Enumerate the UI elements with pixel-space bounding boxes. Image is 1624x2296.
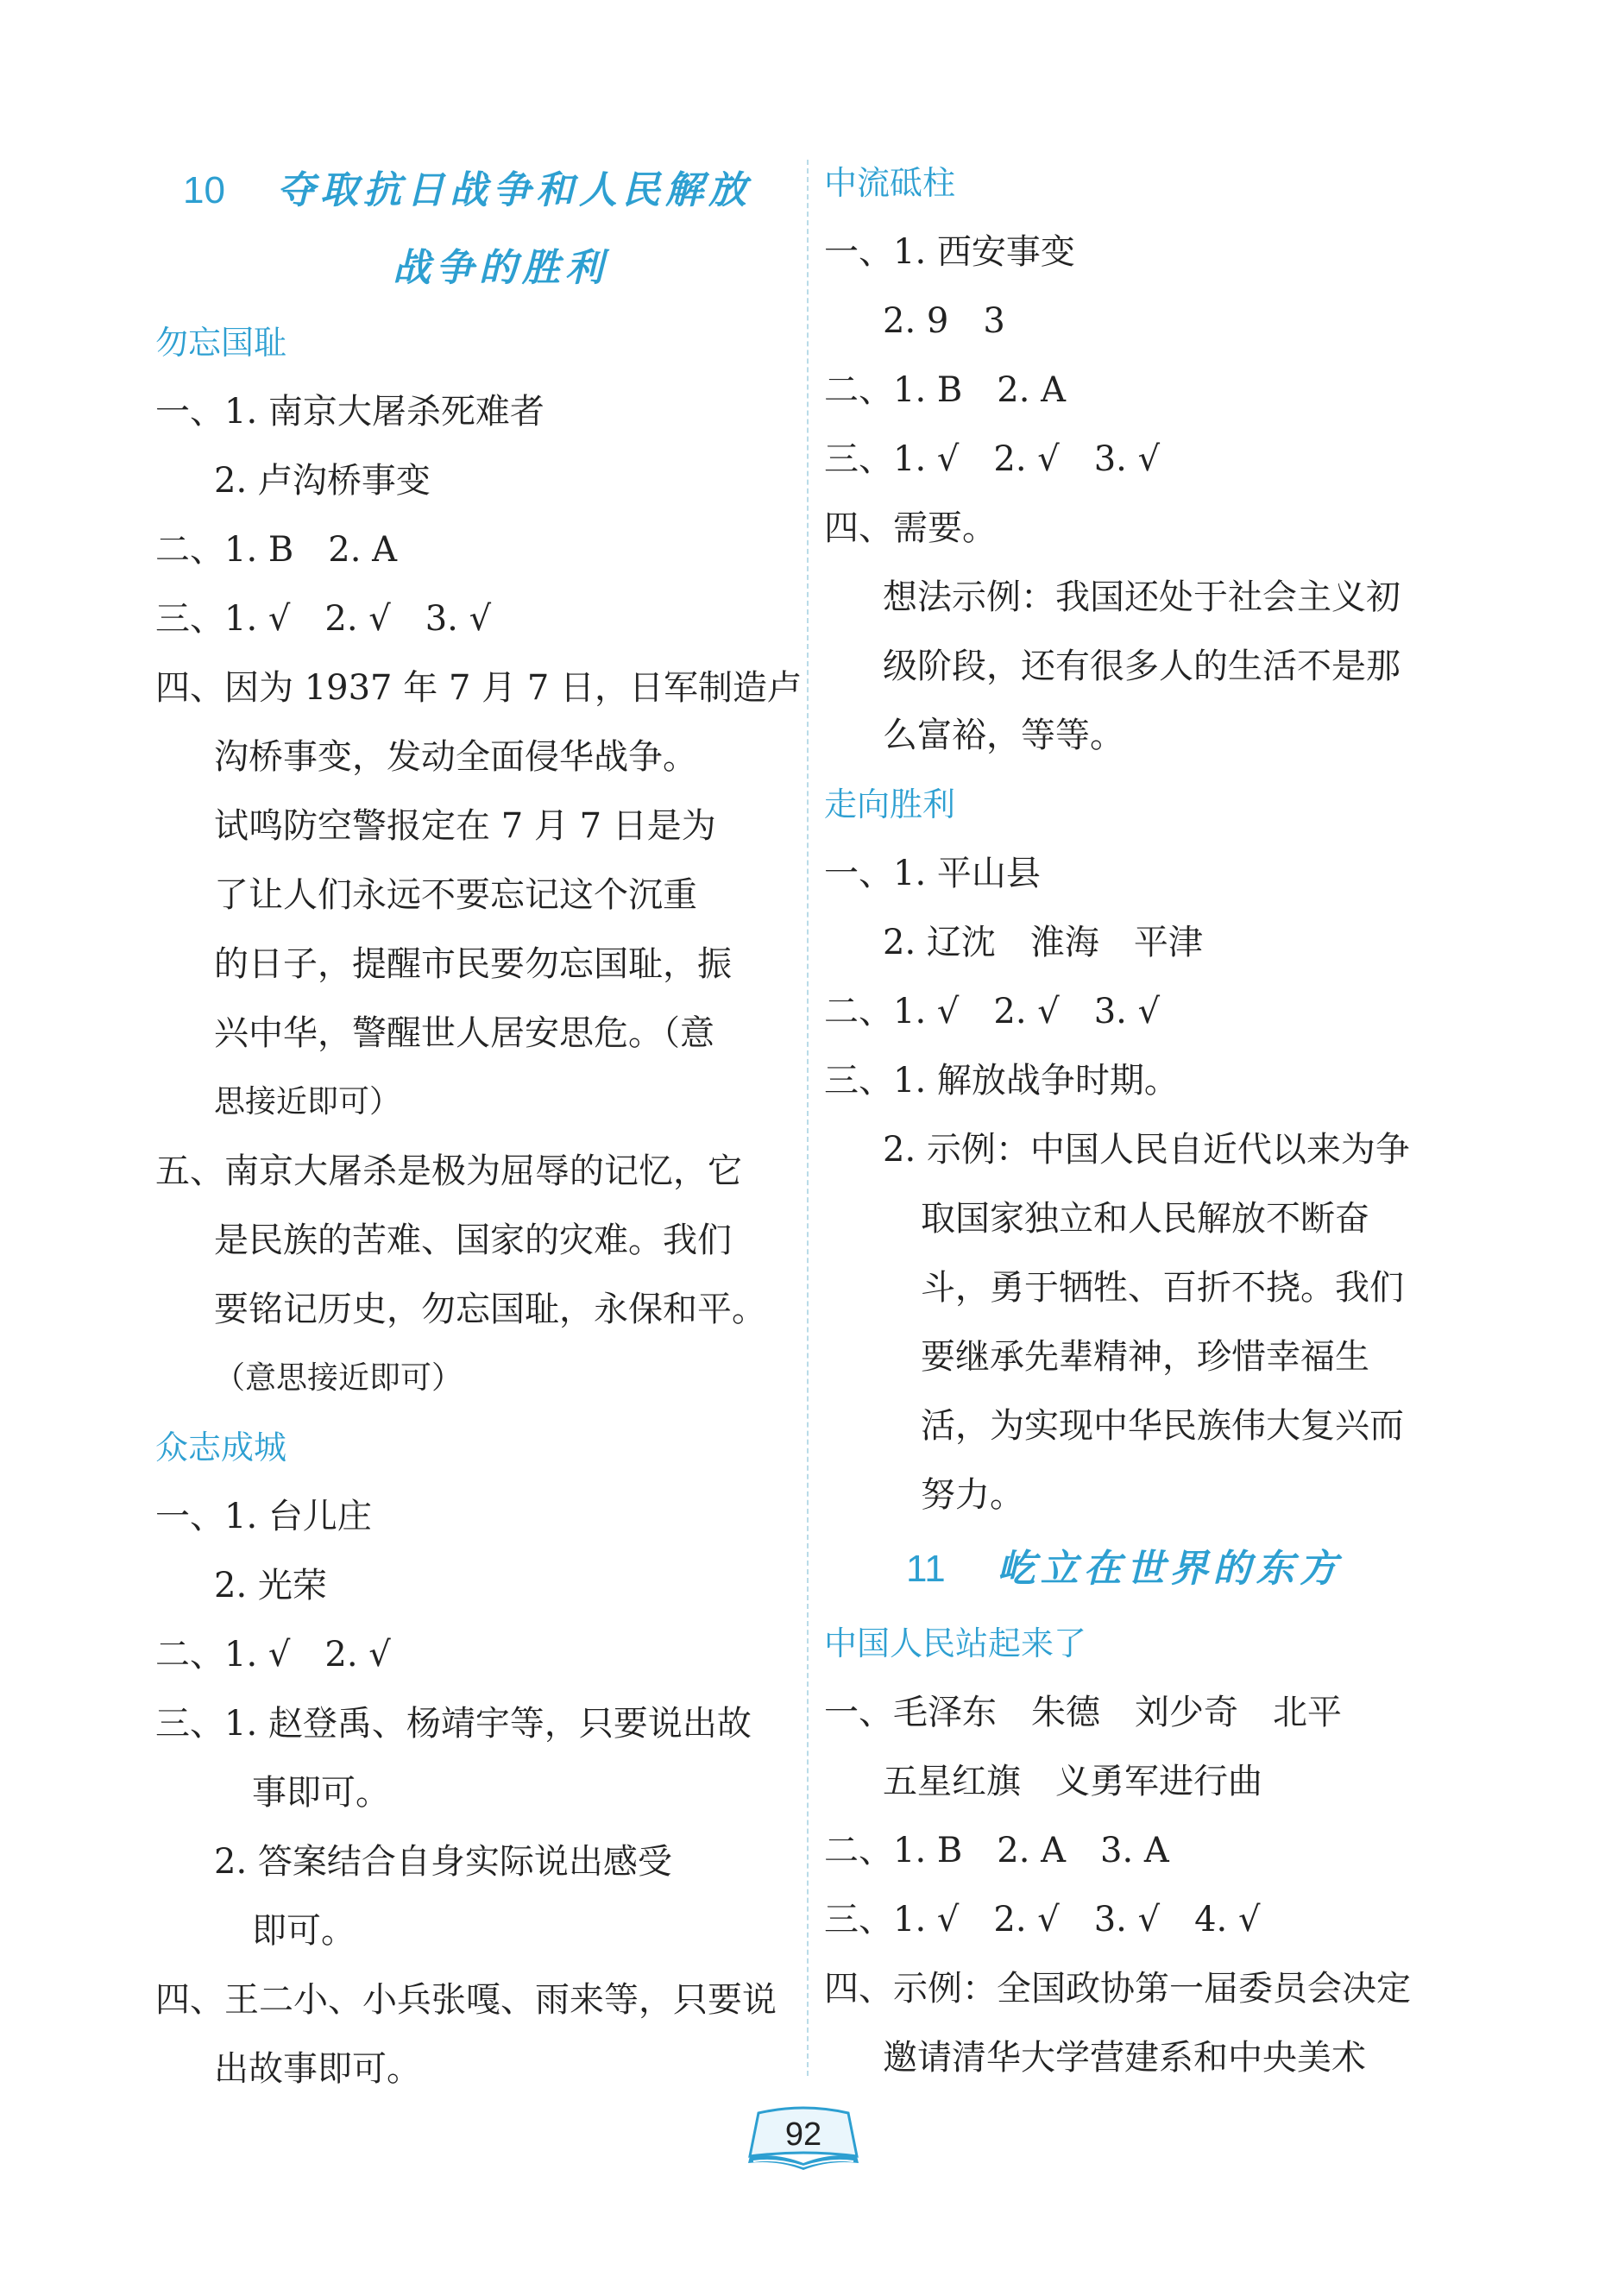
section-title: 中国人民站起来了 <box>824 1624 1087 1662</box>
answer-line: 沟桥事变，发动全面侵华战争。 <box>214 737 697 777</box>
answer-line: 三、1. √ 2. √ 3. √ <box>824 439 1161 479</box>
answer-line: 四、王二小、小兵张嘎、雨来等，只要说 <box>155 1980 777 2020</box>
answer-line: 2. 9 3 <box>883 301 1005 341</box>
answer-line: 一、毛泽东 朱德 刘少奇 北平 <box>824 1693 1342 1732</box>
answer-line: 三、1. √ 2. √ 3. √ 4. √ <box>824 1900 1261 1940</box>
answer-line: 2. 辽沈 淮海 平津 <box>883 923 1203 962</box>
answer-line: 一、1. 台儿庄 <box>155 1497 372 1536</box>
answer-line: 五、南京大屠杀是极为屈辱的记忆，它 <box>155 1151 742 1191</box>
answer-line: 二、1. √ 2. √ 3. √ <box>824 992 1161 1031</box>
answer-line: 三、1. 解放战争时期。 <box>824 1061 1179 1101</box>
section-title: 中流砥柱 <box>824 164 956 202</box>
answer-line: 思接近即可） <box>214 1084 401 1120</box>
answer-line: 二、1. B 2. A 3. A <box>824 1831 1169 1870</box>
answer-line: 想法示例：我国还处于社会主义初 <box>883 577 1401 617</box>
page-number: 92 <box>784 2116 822 2153</box>
answer-line: 即可。 <box>252 1911 356 1951</box>
section-title: 勿忘国耻 <box>155 324 287 362</box>
chapter-10-title-line1 <box>183 151 794 230</box>
answer-line: 兴中华，警醒世人居安思危。（意 <box>214 1013 714 1053</box>
answer-line: 四、需要。 <box>824 508 997 548</box>
answer-line: 2. 光荣 <box>214 1566 327 1605</box>
left-column <box>155 155 802 2104</box>
answer-line: 要继承先辈精神，珍惜幸福生 <box>921 1337 1369 1377</box>
chapter-10-title-line2: 战争的胜利 <box>393 246 608 290</box>
answer-line: 要铭记历史，勿忘国耻，永保和平。 <box>214 1290 766 1329</box>
answer-line: 四、因为 1937 年 7 月 7 日，日军制造卢 <box>155 668 802 708</box>
answer-line: 五星红旗 义勇军进行曲 <box>883 1762 1262 1801</box>
answer-line: 出故事即可。 <box>214 2049 421 2089</box>
chapter-11-title <box>906 1530 1458 1609</box>
answer-line: 努力。 <box>921 1475 1024 1515</box>
answer-line: 一、1. 南京大屠杀死难者 <box>155 392 544 432</box>
answer-line: 了让人们永远不要忘记这个沉重 <box>214 875 697 915</box>
answer-line: 三、1. 赵登禹、杨靖宇等，只要说出故 <box>155 1704 752 1744</box>
answer-line: 二、1. B 2. A <box>824 370 1067 410</box>
section-title: 走向胜利 <box>824 785 956 823</box>
chapter-number: 11 <box>906 1548 946 1590</box>
answer-line: 二、1. B 2. A <box>155 530 398 570</box>
answer-line: 取国家独立和人民解放不断奋 <box>921 1199 1369 1239</box>
answer-line: 三、1. √ 2. √ 3. √ <box>155 599 492 639</box>
chapter-title-text: 屹立在世界的东方 <box>997 1547 1343 1591</box>
answer-line: 一、1. 西安事变 <box>824 232 1075 272</box>
column-divider <box>807 160 809 2076</box>
chapter-number: 10 <box>183 169 225 211</box>
chapter-title-text: 夺取抗日战争和人民解放 <box>276 168 752 212</box>
answer-line: 级阶段，还有很多人的生活不是那 <box>883 647 1401 686</box>
answer-line: 的日子，提醒市民要勿忘国耻，振 <box>214 944 732 984</box>
answer-line: 邀请清华大学营建系和中央美术 <box>883 2038 1366 2078</box>
answer-line: （意思接近即可） <box>214 1360 463 1396</box>
answer-line: 事即可。 <box>252 1773 390 1813</box>
answer-line: 斗，勇于牺牲、百折不挠。我们 <box>921 1268 1404 1308</box>
page-number-badge <box>743 2106 864 2175</box>
answer-line: 是民族的苦难、国家的灾难。我们 <box>214 1221 732 1260</box>
answer-line: 试鸣防空警报定在 7 月 7 日是为 <box>214 806 716 846</box>
answer-line: 2. 卢沟桥事变 <box>214 461 431 501</box>
section-title: 众志成城 <box>155 1429 287 1467</box>
answer-line: 一、1. 平山县 <box>824 854 1041 893</box>
answer-line: 活，为实现中华民族伟大复兴而 <box>921 1406 1404 1446</box>
answer-line: 二、1. √ 2. √ <box>155 1635 391 1675</box>
right-column <box>824 155 1458 2092</box>
answer-line: 2. 答案结合自身实际说出感受 <box>214 1842 672 1882</box>
answer-line: 四、示例：全国政协第一届委员会决定 <box>824 1969 1411 2009</box>
answer-line: 么富裕，等等。 <box>883 716 1124 755</box>
answer-line: 2. 示例：中国人民自近代以来为争 <box>883 1130 1410 1170</box>
